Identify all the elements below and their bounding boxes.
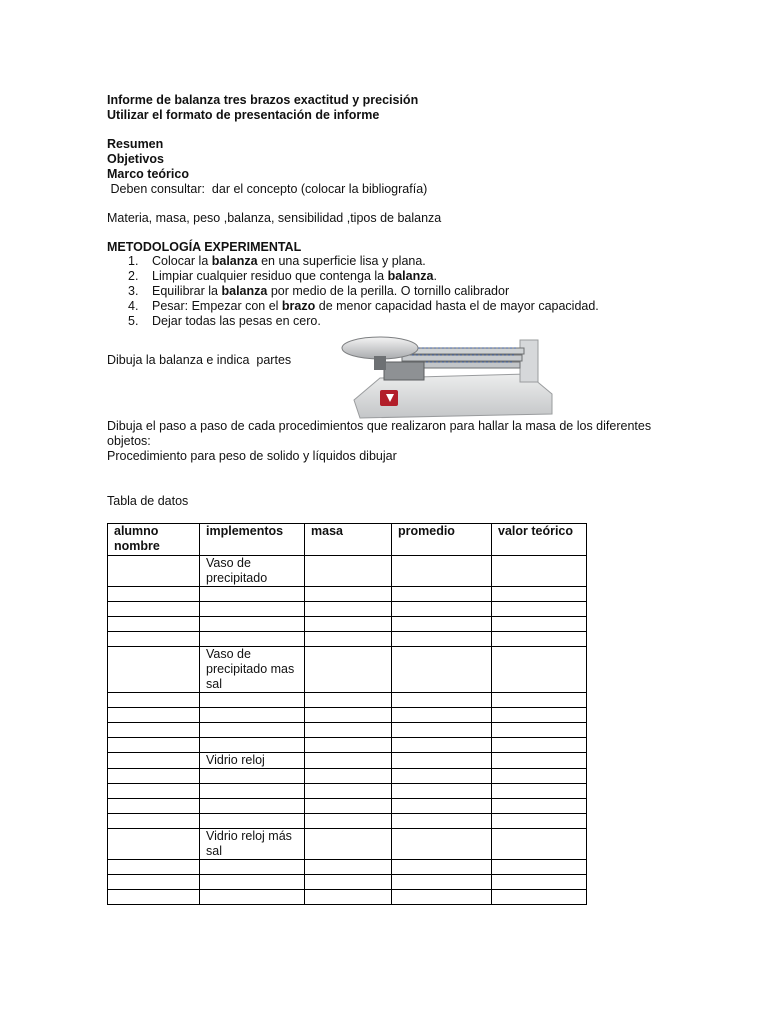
table-row [108, 632, 587, 647]
solid-liquid-prompt: Procedimiento para peso de solido y líquidos dibujar [107, 449, 397, 463]
table-row [108, 829, 587, 860]
table-row [108, 602, 587, 617]
table-row [108, 799, 587, 814]
table-row [108, 693, 587, 708]
table-row [108, 890, 587, 905]
report-title: Informe de balanza tres brazos exactitud y precisión [107, 93, 419, 107]
section-marco-teorico: Marco teórico [107, 167, 189, 181]
table-row [108, 814, 587, 829]
table-row [108, 738, 587, 753]
implemento-cell: Vaso de precipitado [200, 556, 305, 587]
implemento-cell: Vaso de precipitado mas sal [200, 647, 305, 693]
table-row [108, 723, 587, 738]
methodology-title: METODOLOGÍA EXPERIMENTAL [107, 240, 302, 254]
step-item: 1. Colocar la balanza en una superficie lisa y plana. [128, 254, 426, 268]
table-caption: Tabla de datos [107, 494, 189, 508]
table-row [108, 875, 587, 890]
triple-beam-balance-image [340, 334, 555, 420]
table-row [108, 708, 587, 723]
step-item: 5. Dejar todas las pesas en cero. [128, 314, 321, 328]
header-alumno: alumno nombre [108, 524, 200, 556]
table-header-row [108, 524, 587, 556]
header-masa: masa [305, 524, 392, 556]
step-item: 3. Equilibrar la balanza por medio de la perilla. O tornillo calibrador [128, 284, 510, 298]
topics-line: Materia, masa, peso ,balanza, sensibilidad ,tipos de balanza [107, 211, 442, 225]
table-row [108, 769, 587, 784]
table-row [108, 784, 587, 799]
section-objetivos: Objetivos [107, 152, 164, 166]
header-valor-teorico: valor teórico [492, 524, 587, 556]
step-item: 4. Pesar: Empezar con el brazo de menor capacidad hasta el de mayor capacidad. [128, 299, 599, 313]
section-resumen: Resumen [107, 137, 164, 151]
header-implementos: implementos [200, 524, 305, 556]
steps-prompt: Dibuja el paso a paso de cada procedimientos que realizaron para hallar la masa de los diferentes objetos: [107, 419, 652, 448]
implemento-cell: Vidrio reloj [200, 753, 305, 769]
marco-note: Deben consultar: dar el concepto (colocar la bibliografía) [107, 182, 428, 196]
table-row [108, 753, 587, 769]
methodology-steps [128, 254, 599, 329]
report-subtitle: Utilizar el formato de presentación de informe [107, 108, 380, 122]
table-row [108, 647, 587, 693]
table-row [108, 556, 587, 587]
table-row [108, 617, 587, 632]
implemento-cell: Vidrio reloj más sal [200, 829, 305, 860]
header-promedio: promedio [392, 524, 492, 556]
table-row [108, 587, 587, 602]
data-table [107, 523, 587, 905]
step-item: 2. Limpiar cualquier residuo que contenga la balanza. [128, 269, 437, 283]
balance-prompt: Dibuja la balanza e indica partes [107, 353, 292, 367]
table-row [108, 860, 587, 875]
